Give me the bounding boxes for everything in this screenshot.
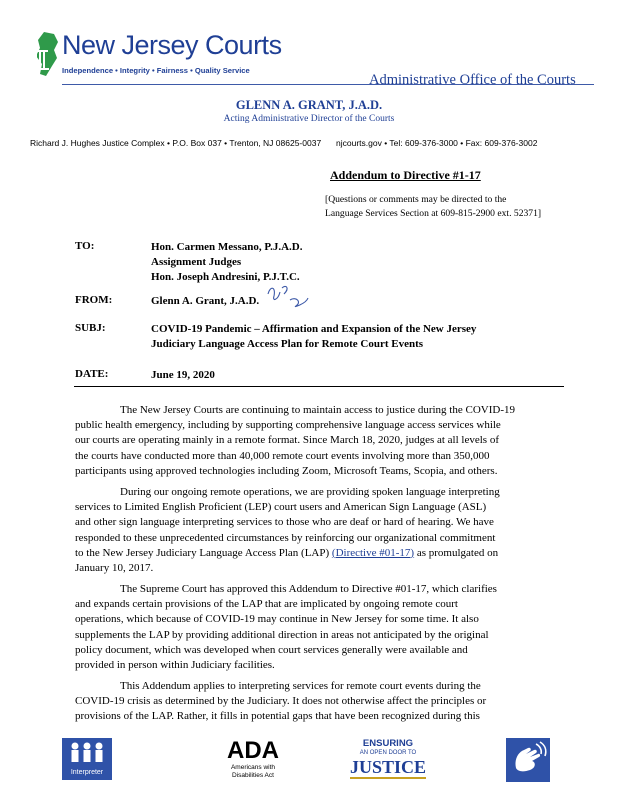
signature-initials-icon (262, 280, 312, 310)
document-title: Addendum to Directive #1-17 (330, 168, 481, 182)
memo-divider (74, 386, 564, 387)
text-line: The New Jersey Courts are continuing to maintain access to justice during the COVID-19 (120, 404, 515, 416)
from-value: Glenn A. Grant, J.A.D. (151, 295, 260, 307)
text-line: provisions of the LAP. Rather, it fills in potential gaps that have been recognized during this (75, 710, 480, 723)
text-line: The Supreme Court has approved this Addendum to Directive #01-17, which clarifies (120, 583, 497, 595)
from-label: FROM: (75, 294, 113, 306)
ej-line: ENSURING (362, 738, 414, 749)
text-segment: to the New Jersey Judiciary Language Access Plan (LAP) (75, 546, 332, 559)
sign-language-icon (506, 738, 550, 782)
subj-label: SUBJ: (75, 322, 106, 334)
questions-line: Language Services Section at 609-815-2900 ext. 52371] (325, 207, 542, 219)
paragraph-3 (75, 582, 570, 673)
director-title: Acting Administrative Director of the Courts (223, 114, 395, 124)
date-label: DATE: (75, 368, 109, 380)
people-icon (62, 738, 112, 768)
office-name: Administrative Office of the Courts (369, 72, 576, 88)
text-line: responded to these unprecedented circumstances by reinforcing our organizational commitment (75, 531, 496, 544)
questions-note (325, 193, 541, 220)
subj-line: Judiciary Language Access Plan for Remote Court Events (151, 338, 424, 350)
ada-sub: Americans with (230, 764, 276, 771)
to-label: TO: (75, 240, 95, 252)
text-line: public health emergency, including by supporting comprehensive language access services while (75, 419, 501, 432)
text-line (75, 546, 570, 561)
recipient: Hon. Carmen Messano, P.J.A.D. (151, 241, 303, 253)
questions-line: [Questions or comments may be directed to the (325, 194, 507, 205)
nj-courts-logo-icon (30, 30, 62, 80)
ada-logo (220, 738, 286, 780)
directive-link[interactable]: (Directive #01-17) (331, 546, 415, 559)
text-line: participants using approved technologies including Zoom, Microsoft Teams, Scopia, and others. (75, 464, 498, 477)
text-line: January 10, 2017. (75, 562, 154, 575)
text-line: and other sign language interpreting services to those who are deaf or hard of hearing. We have (75, 516, 494, 529)
address: Richard J. Hughes Justice Complex • P.O. Box 037 • Trenton, NJ 08625-0037 (30, 138, 322, 148)
text-line: COVID-19 crisis as determined by the Judiciary. It does not otherwise affect the principles or (75, 695, 487, 708)
subj-line: COVID-19 Pandemic – Affirmation and Expansion of the New Jersey (151, 323, 477, 335)
interpreter-label: Interpreter (70, 769, 104, 776)
text-line: policy document, which was developed when court services generally were available and (75, 643, 468, 656)
ensuring-justice-logo (346, 738, 430, 779)
to-recipients (151, 240, 302, 285)
ej-line: JUSTICE (349, 757, 427, 777)
text-line: and expands certain provisions of the LAP that are implicated by ongoing remote court (75, 598, 458, 611)
recipient: Assignment Judges (151, 256, 242, 268)
paragraph-2 (75, 485, 570, 576)
text-line: operations, which because of COVID-19 may continue in New Jersey for some time. It also (75, 613, 479, 626)
interpreter-logo (62, 738, 112, 780)
header-divider (62, 84, 594, 85)
date-value: June 19, 2020 (151, 369, 215, 381)
text-line: supplements the LAP by providing additional direction in areas not anticipated by the original (75, 628, 489, 641)
text-line: our courts are operating mainly in a remote format. Since March 18, 2020, judges at all levels of (75, 434, 499, 447)
director-name: GLENN A. GRANT, J.A.D. (235, 98, 383, 112)
paragraph-1 (75, 403, 570, 479)
text-line: services to Limited English Proficient (LEP) court users and American Sign Language (ASL) (75, 501, 487, 514)
ada-sub: Disabilities Act (232, 772, 274, 779)
org-tagline: Independence • Integrity • Fairness • Quality Service (62, 66, 250, 75)
recipient: Hon. Joseph Andresini, P.J.T.C. (151, 271, 300, 283)
text-line: This Addendum applies to interpreting services for remote court events during the (120, 680, 481, 692)
text-line: During our ongoing remote operations, we are providing spoken language interpreting (120, 486, 500, 498)
subj-value (151, 322, 476, 352)
ada-label: ADA (227, 737, 279, 764)
paragraph-4 (75, 679, 570, 725)
text-segment: as promulgated on (414, 546, 499, 559)
org-name: New Jersey Courts (62, 30, 282, 60)
contact-info: njcourts.gov • Tel: 609-376-3000 • Fax: 609-376-3002 (336, 138, 538, 148)
ej-line: AN OPEN DOOR TO (359, 750, 417, 756)
text-line: provided in person within Judiciary facilities. (75, 659, 275, 672)
text-line: the courts have conducted more than 40,000 remote court events involving more than 350,000 (75, 449, 490, 462)
